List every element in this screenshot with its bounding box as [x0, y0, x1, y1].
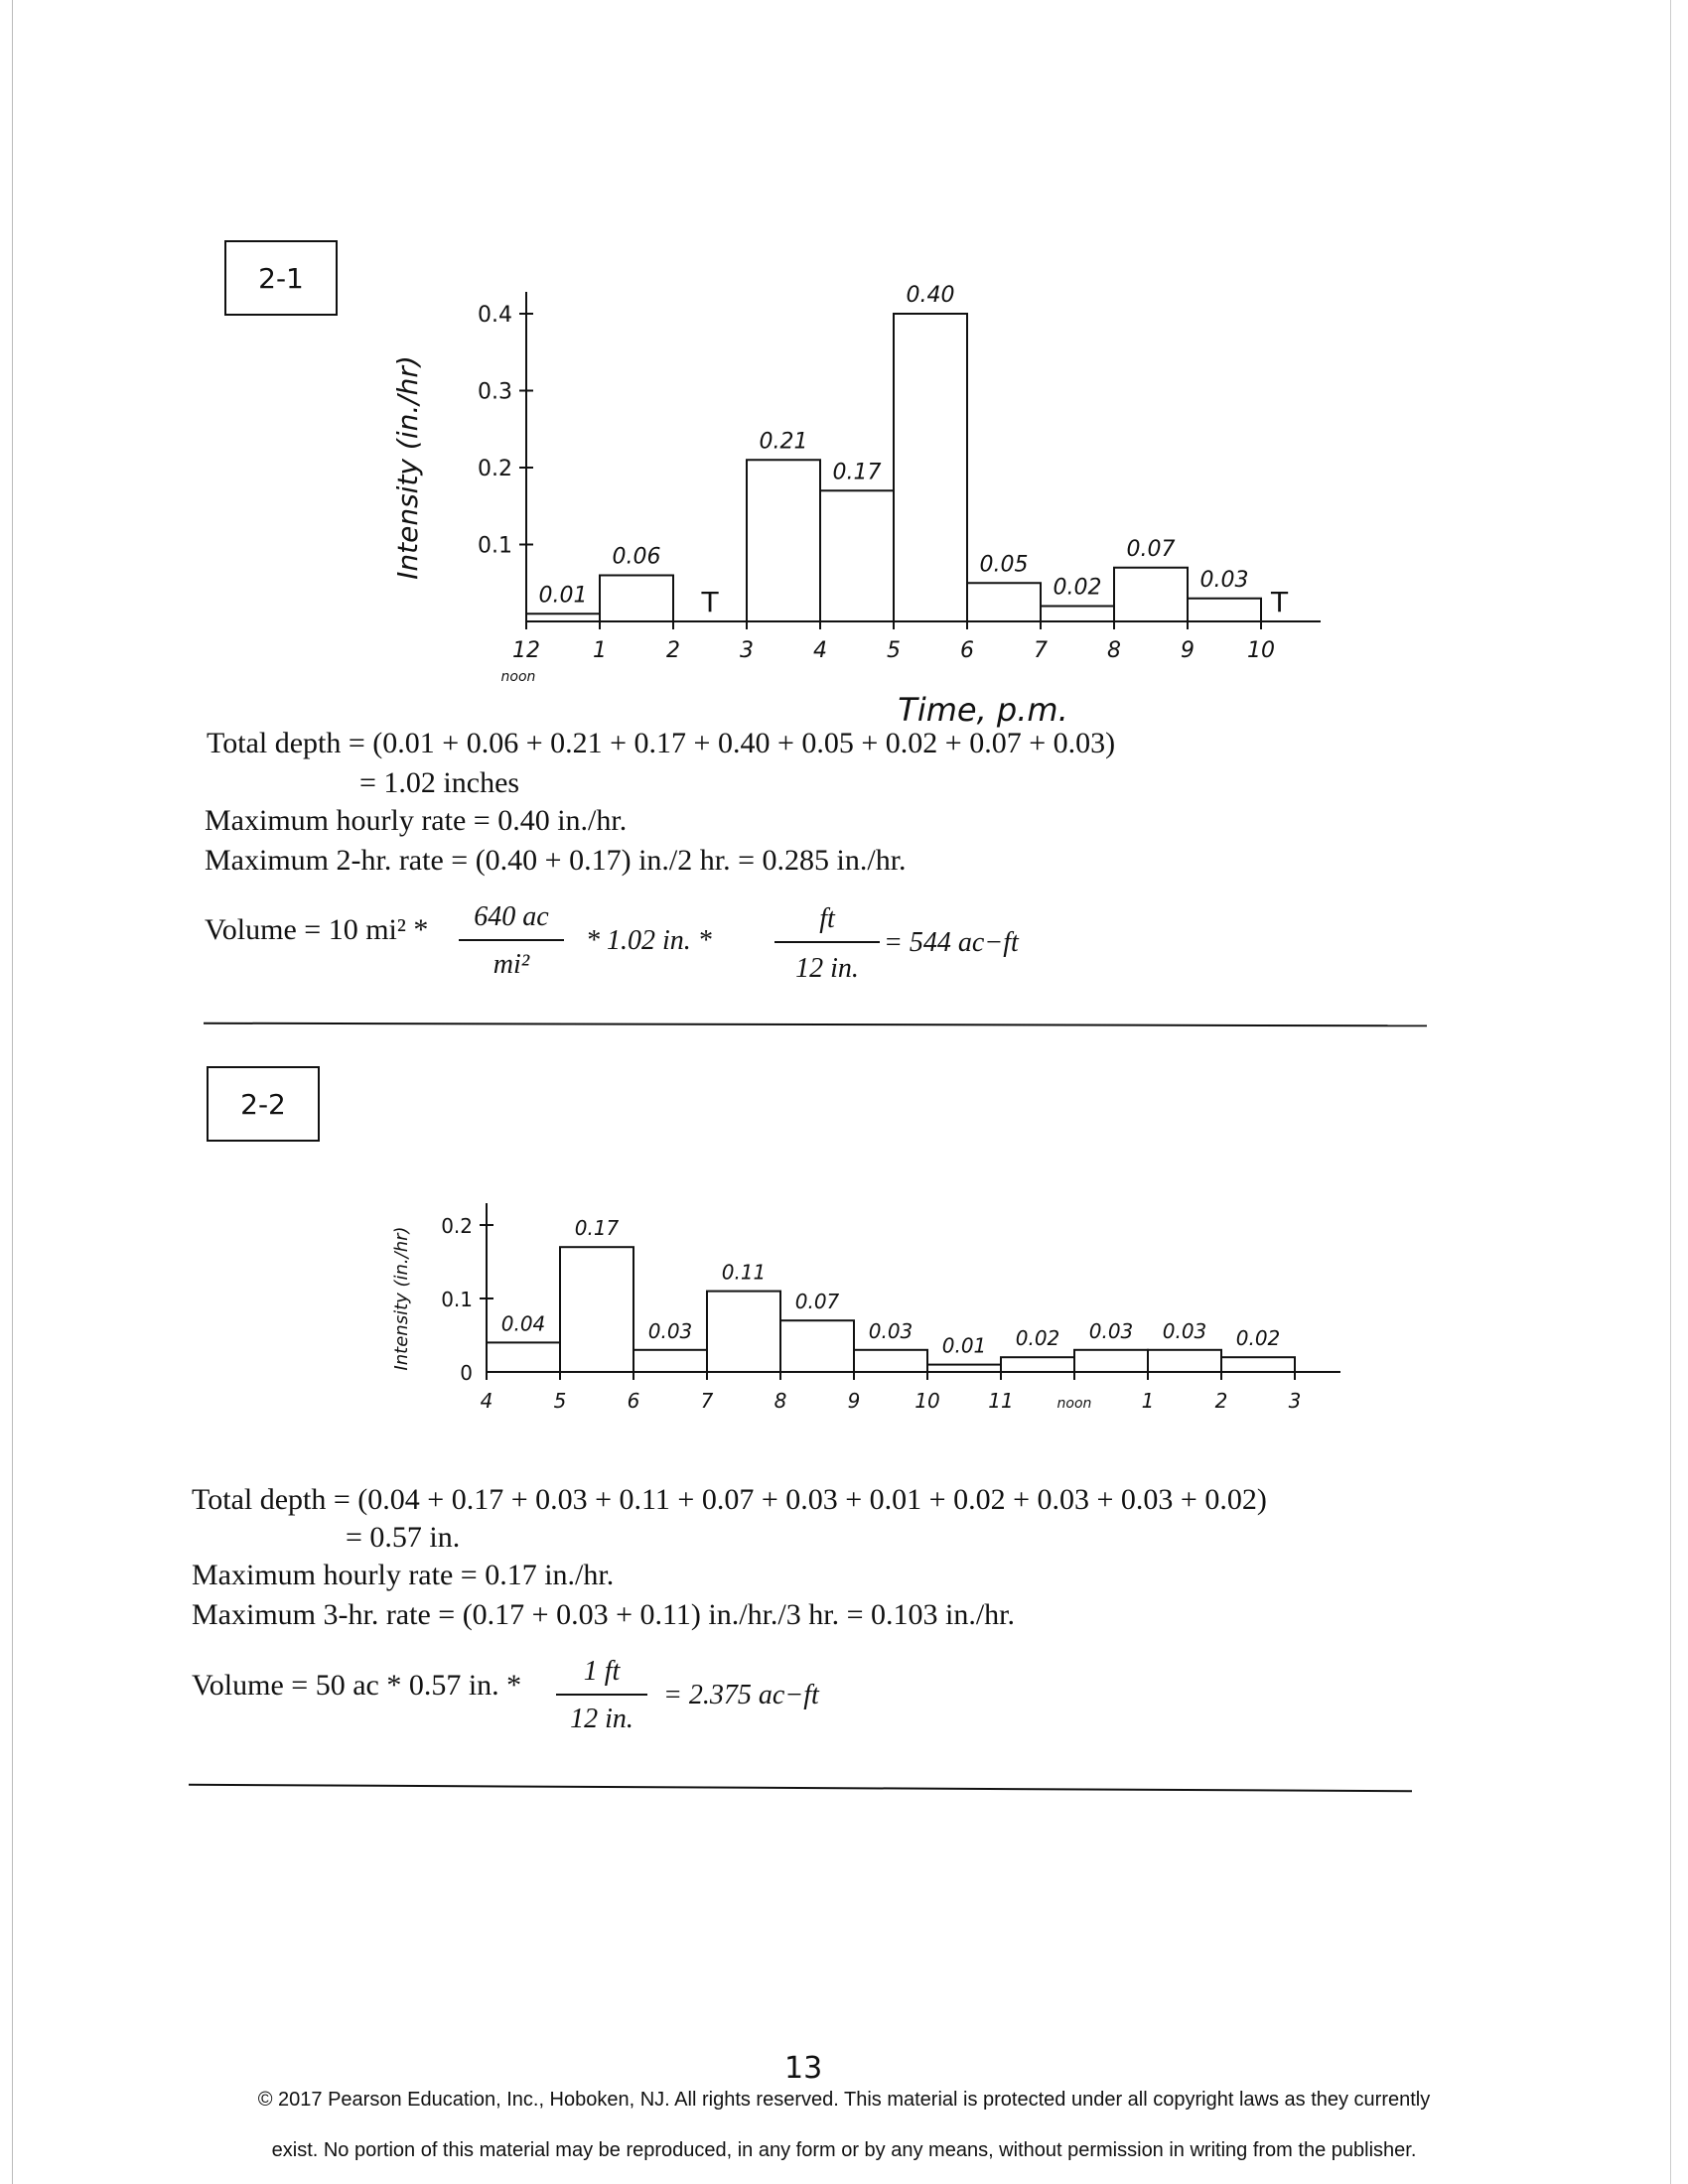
p2-total-depth-result: = 0.57 in.: [346, 1521, 461, 1554]
p1-frac2-numerator: ft: [819, 903, 835, 934]
x-tick-label: 6: [627, 1389, 640, 1413]
copyright-line-2: exist. No portion of this material may be reproduced, in any form or by any means, without permission in writing from the publisher.: [271, 2139, 1417, 2161]
p2-max-3hr-rate: Maximum 3-hr. rate = (0.17 + 0.03 + 0.11) in./hr./3 hr. = 0.103 in./hr.: [192, 1598, 1015, 1631]
bar-label-6: 0.05: [979, 552, 1029, 578]
x-tick-label: 2: [1214, 1389, 1228, 1413]
x-tick-label: 8: [774, 1389, 787, 1413]
p1-total-depth-result: = 1.02 inches: [359, 766, 520, 799]
problem-2-2-label: [207, 1066, 320, 1142]
p1-frac2-denominator: 12 in.: [795, 953, 859, 984]
bar-2: [633, 1350, 707, 1372]
problem-2-1-label: [224, 240, 338, 316]
bar-6: [967, 583, 1041, 621]
bar-0: [487, 1342, 560, 1372]
bar-1: [600, 576, 673, 622]
p2-frac-denominator: 12 in.: [570, 1704, 633, 1734]
separator-2: [189, 1784, 1412, 1792]
copyright-line-1: © 2017 Pearson Education, Inc., Hoboken, NJ. All rights reserved. This material is protected under all copyright laws as they currently: [257, 2089, 1431, 2111]
trace-label-10: T: [1270, 586, 1289, 618]
bar-label-4: 0.17: [832, 460, 882, 485]
bar-label-2: 0.03: [647, 1318, 693, 1343]
bar-9: [1188, 599, 1261, 621]
bar-label-9: 0.03: [1199, 567, 1249, 593]
bar-5: [894, 314, 967, 621]
x-tick-label: 3: [740, 638, 754, 663]
p1-volume-prefix: Volume = 10 mi² *: [205, 913, 429, 946]
y-axis-title: Intensity (in./hr): [391, 1226, 412, 1371]
bar-5: [854, 1350, 927, 1372]
bar-label-9: 0.03: [1162, 1318, 1207, 1343]
y-tick-label: 0.2: [478, 457, 512, 481]
p1-volume-result: = 544 ac−ft: [884, 927, 1019, 958]
bar-4: [780, 1320, 854, 1372]
trace-label-2: T: [701, 586, 719, 618]
y-tick-label: 0.3: [478, 379, 512, 405]
p2-max-hourly-rate: Maximum hourly rate = 0.17 in./hr.: [192, 1559, 615, 1591]
y-tick-label: 0.1: [441, 1288, 473, 1311]
bar-9: [1148, 1350, 1221, 1372]
bar-label-10: 0.02: [1235, 1326, 1281, 1351]
x-tick-label: 2: [666, 638, 680, 663]
p2-volume-prefix: Volume = 50 ac * 0.57 in. *: [192, 1669, 522, 1702]
x-tick-label: 10: [1247, 638, 1275, 663]
p1-frac1-numerator: 640 ac: [474, 901, 549, 932]
bar-label-1: 0.06: [612, 544, 661, 570]
x-tick-label: 4: [480, 1389, 493, 1413]
x-axis-title: Time, p.m.: [898, 691, 1068, 729]
p1-max-hourly-rate: Maximum hourly rate = 0.40 in./hr.: [205, 804, 628, 837]
x-tick-label: 4: [813, 638, 827, 663]
page-number: 13: [784, 2051, 823, 2086]
bar-7: [1041, 607, 1114, 622]
p2-frac-bar: [556, 1694, 647, 1696]
scan-edge-left: [12, 0, 13, 2184]
y-tick-label: 0.1: [478, 533, 512, 559]
x-tick-label: 1: [1141, 1389, 1155, 1413]
x-tick-label: 1: [593, 638, 607, 663]
bar-8: [1074, 1350, 1148, 1372]
y-tick-label: 0.2: [441, 1214, 473, 1238]
x-tick-label: 7: [700, 1389, 714, 1413]
bar-label-3: 0.11: [721, 1260, 767, 1285]
problem-2-2-label-text: 2-2: [240, 1087, 286, 1121]
bar-3: [747, 460, 820, 621]
bar-label-8: 0.07: [1126, 536, 1176, 562]
x-tick-label: 12: [512, 638, 540, 663]
x-tick-label: 3: [1288, 1389, 1302, 1413]
bar-label-7: 0.02: [1015, 1326, 1060, 1351]
bar-label-0: 0.04: [500, 1311, 546, 1336]
bar-label-5: 0.40: [906, 283, 955, 308]
y-tick-label: 0.4: [478, 303, 512, 328]
bar-0: [526, 614, 600, 621]
x-tick-label: 5: [553, 1389, 567, 1413]
chart-2-1: [377, 278, 1331, 729]
p1-frac1-bar: [459, 939, 564, 941]
problem-2-1-label-text: 2-1: [258, 261, 304, 295]
bar-1: [560, 1247, 633, 1372]
bar-7: [1001, 1357, 1074, 1372]
x-tick-label: 9: [1181, 638, 1195, 663]
bar-label-8: 0.03: [1088, 1318, 1134, 1343]
bar-label-0: 0.01: [538, 583, 588, 609]
p2-volume-result: = 2.375 ac−ft: [663, 1680, 819, 1710]
y-tick-label: 0: [460, 1361, 473, 1385]
separator-1: [204, 1023, 1427, 1027]
bar-label-1: 0.17: [574, 1216, 620, 1241]
chart-2-2: [367, 1201, 1350, 1439]
bar-4: [820, 490, 894, 621]
p1-total-depth: Total depth = (0.01 + 0.06 + 0.21 + 0.17 + 0.40 + 0.05 + 0.02 + 0.07 + 0.03): [207, 727, 1116, 759]
y-axis-title: Intensity (in./hr): [391, 355, 424, 580]
bar-8: [1114, 568, 1188, 621]
x-tick-sublabel: noon: [500, 669, 536, 685]
x-tick-label: 10: [914, 1389, 940, 1413]
p1-max-2hr-rate: Maximum 2-hr. rate = (0.40 + 0.17) in./2 hr. = 0.285 in./hr.: [205, 844, 907, 877]
bar-10: [1221, 1357, 1295, 1372]
x-tick-label: 5: [887, 638, 901, 663]
x-tick-label: 11: [988, 1389, 1014, 1413]
p2-total-depth: Total depth = (0.04 + 0.17 + 0.03 + 0.11 + 0.07 + 0.03 + 0.01 + 0.02 + 0.03 + 0.03 + 0.02): [192, 1483, 1267, 1516]
bar-label-5: 0.03: [868, 1318, 914, 1343]
bar-3: [707, 1292, 780, 1372]
p1-frac2-bar: [774, 941, 880, 943]
bar-label-6: 0.01: [941, 1333, 987, 1358]
bar-label-3: 0.21: [759, 429, 808, 455]
bar-label-7: 0.02: [1053, 575, 1102, 601]
x-tick-label: 6: [960, 638, 974, 663]
p1-volume-mid: * 1.02 in. *: [586, 925, 712, 956]
bar-label-4: 0.07: [794, 1290, 840, 1314]
x-tick-label: 8: [1107, 638, 1121, 663]
p1-frac1-denominator: mi²: [492, 949, 530, 980]
x-tick-label: 9: [847, 1389, 861, 1413]
p2-frac-numerator: 1 ft: [583, 1656, 621, 1687]
x-tick-label: 7: [1034, 638, 1048, 663]
scan-edge-right: [1670, 0, 1671, 2184]
bar-6: [927, 1365, 1001, 1372]
x-tick-label: noon: [1056, 1396, 1092, 1412]
